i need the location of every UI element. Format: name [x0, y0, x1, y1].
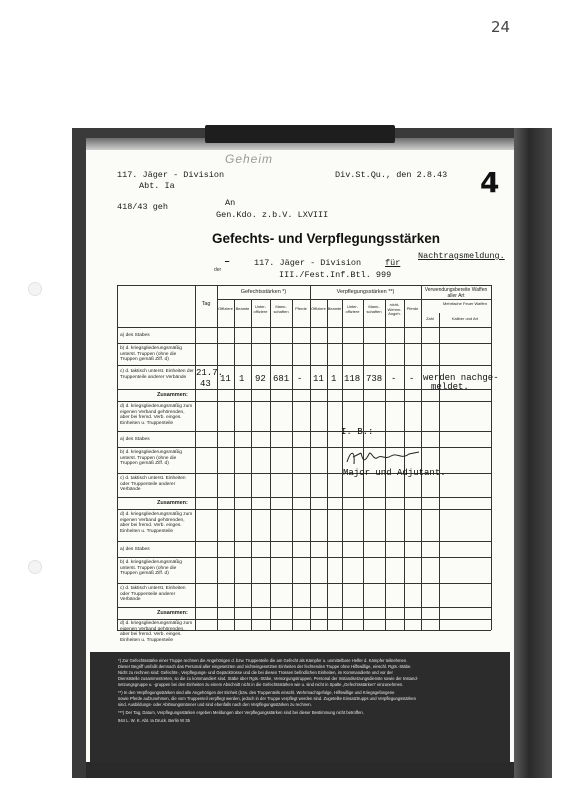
supplement-note: Nachtragsmeldung. — [418, 251, 505, 261]
col-gefecht: Gefechtsstärken *) — [240, 289, 287, 295]
page-number: 24 — [491, 18, 511, 36]
fuer-label: für — [385, 258, 401, 268]
entry-g-mann: 681 — [273, 374, 290, 384]
entry-g-uffz: 92 — [255, 374, 266, 384]
row-label: a) des Stabes — [120, 333, 150, 338]
entry-date-year: 43 — [200, 379, 211, 389]
col-verpfl: Verpflegungsstärken **) — [336, 289, 395, 295]
row-total: Zusammen: — [157, 610, 188, 616]
row-label: d) d. kriegsgliederungsmäßig zum eigenen Verband gehörenden, aber bei fremd. Verb. einges. Einheiten u. Truppenteile — [120, 404, 193, 426]
entry-v-mann: 738 — [366, 374, 383, 384]
entry-g-pferde: - — [297, 374, 303, 384]
entry-note-2: meldet. — [431, 382, 469, 392]
row-label: a) des Stabes — [120, 437, 150, 442]
entry-v-pferde: - — [409, 374, 415, 384]
footnote-line: Dienststelle zusammentreten, so die zu kommandiert sind. Stäbe über Rgts.-Stäbe, Versorgungstruppen, Personal der Instandsetzungsdienste sowie der Instand- — [118, 676, 419, 681]
scan-shadow — [514, 128, 552, 778]
v-sub-off: Offiziere — [311, 306, 326, 311]
w-sub-zahl: Zahl — [426, 316, 434, 321]
secret-stamp: Geheim — [225, 152, 274, 166]
form-title: Gefechts- und Verpflegungsstärken — [212, 231, 441, 246]
row-label: c) d. taktisch unterst. Einheiten der Truppenteile anderer Verbände — [120, 369, 194, 380]
addressee: Gen.Kdo. z.b.V. LXVIII — [216, 210, 329, 220]
g-sub-uffz: Unter-offiziere — [253, 304, 268, 314]
sender-division: 117. Jäger - Division — [117, 170, 225, 180]
col-verwend: Verwendungsbereite Waffen aller Art — [424, 287, 488, 299]
punch-hole — [28, 560, 42, 574]
signature-title: Major und Adjutant. — [343, 468, 446, 478]
footnote-line: 944 L. W. K. Abt. Ia Druck. Berlin W 35 — [118, 718, 190, 723]
row-label: c) d. taktisch unterst. Einheiten oder Truppenteile anderer Verbände — [120, 586, 186, 603]
entry-v-uffz: 118 — [344, 374, 361, 384]
entry-g-beamte: 1 — [239, 374, 245, 384]
handwritten-signature — [345, 448, 425, 468]
footnote-line: setzungsgruppe u. -gruppen bei den Einheiten zu einem Abschnitt nicht in die Gefechtsstärken wie u. sind nicht in Spalte „Gefechtsstärken“ einzunehmen. — [118, 682, 404, 687]
unit-line: 117. Jäger - Division — [254, 258, 362, 268]
v-sub-beamte: Beamte — [327, 306, 342, 311]
verwend-note: Mehrfache Feuer Waffen — [442, 301, 488, 306]
v-sub-uffz: Unter-offiziere — [345, 304, 360, 314]
row-label: d) d. kriegsgliederungsmäßig zum eigenen Verband gehörenden, aber bei fremd. Verb. einges. Einheiten u. Truppenteile — [120, 512, 193, 534]
footnote-line: *) Zur Gefechtsstärke einer Truppe rechnen die Angehörigen d. bzw. Truppenteile die am Gefecht als Kämpfer u. unmittelbare Helfer d. Kämpfer teilnehmen. — [118, 658, 408, 663]
der-label: der — [214, 267, 222, 273]
scan-smudge — [205, 125, 395, 143]
entry-note-1: werden nachge- — [423, 373, 499, 383]
g-sub-pferde: Pferde — [295, 306, 307, 311]
entry-date-day: 21.7. — [196, 368, 224, 378]
footnote-line: Nicht zu rechnen sind: Gefechts-, Verpflegungs- und Gepäcktrosse und die bei diesen Trossen befindlichen Einheiten, im Kommandierte und vor der — [118, 670, 393, 675]
g-sub-mann: Mann-schaften — [273, 304, 289, 314]
entry-v-off: 11 — [313, 374, 324, 384]
entry-v-beamte: 1 — [331, 374, 337, 384]
footnote-line: **) In den Verpflegungsstärken sind alle Angehörigen der Einheit (bzw. des Truppenteils einschl. Wehrmachtgefolge, Hilfswillige und Kriegsgefangene — [118, 690, 395, 695]
entry-v-nwa: - — [391, 374, 397, 384]
ib-note: I. B.: — [341, 427, 374, 437]
corner-number: 4 — [480, 166, 500, 199]
addressee-prefix: An — [225, 198, 236, 208]
place-date: Div.St.Qu., den 2.8.43 — [335, 170, 448, 180]
row-total: Zusammen: — [157, 500, 188, 506]
footnote-line: Dieser Begriff umfaßt demnach das Personal aller eingesetzten und nichteingesetzten Einheiten der fechtenden Truppe ohne Hilfswillige, einschl. Rgts.-Stäbe. — [118, 664, 412, 669]
footnote-line: sowie Pferde aufzunehmen, die vom Truppenteil verpflegt werden, jedoch in der Truppe verpflegt werden sind. Zugeteilte Einsatztrupps und Verpflegungsstärken — [118, 696, 416, 701]
entry-g-off: 11 — [220, 374, 231, 384]
sender-dept: Abt. Ia — [139, 181, 175, 191]
reference-number: 418/43 geh — [117, 202, 169, 212]
row-label: b) d. kriegsgliederungsmäßig unterst. Truppen (ohne die Truppen gemäß Ziff. d) — [120, 450, 182, 467]
row-label: d) d. kriegsgliederungsmäßig zum eigenen Verband gehörenden, aber bei fremd. Verb. einges. Einheiten u. Truppenteile — [120, 621, 193, 643]
row-label: a) des Stabes — [120, 547, 150, 552]
v-sub-pferde: Pferde — [406, 306, 419, 311]
row-label: b) d. kriegsgliederungsmäßig unterst. Truppen (ohne die Truppen gemäß Ziff. d) — [120, 346, 182, 363]
v-sub-nwa: nicht-Wehrm. Angeh. — [387, 302, 402, 316]
v-sub-mann: Mann-schaften — [366, 304, 382, 314]
w-sub-kaliber: Kaliber und Art — [451, 316, 479, 321]
unit-for: III./Fest.Inf.Btl. 999 — [279, 270, 392, 280]
strength-table — [117, 285, 499, 643]
punch-hole — [28, 282, 42, 296]
row-label: c) d. taktisch unterst. Einheiten oder Truppenteile anderer Verbände — [120, 476, 186, 493]
row-total: Zusammen: — [157, 392, 188, 398]
g-sub-beamte: Beamte — [235, 306, 250, 311]
col-tag: Tag — [201, 301, 211, 307]
row-label: b) d. kriegsgliederungsmäßig unterst. Truppen (ohne die Truppen gemäß Ziff. d) — [120, 560, 182, 577]
struck-text: — — [225, 258, 230, 266]
footnote-line: sind. Ausbildungs- oder Ablösungsmänner und sind ebenfalls nach den Verpflegungsstärken zu rechnen. — [118, 702, 312, 707]
scan-bottom-edge — [86, 762, 514, 778]
footnote-line: ***) Der Tag, Datum, Verpflegungsstärken ergeben Meldungen über Verpflegungsstärken sind bei dieser Bestimmung nicht betroffen. — [118, 710, 364, 715]
g-sub-off: Offiziere — [218, 306, 233, 311]
